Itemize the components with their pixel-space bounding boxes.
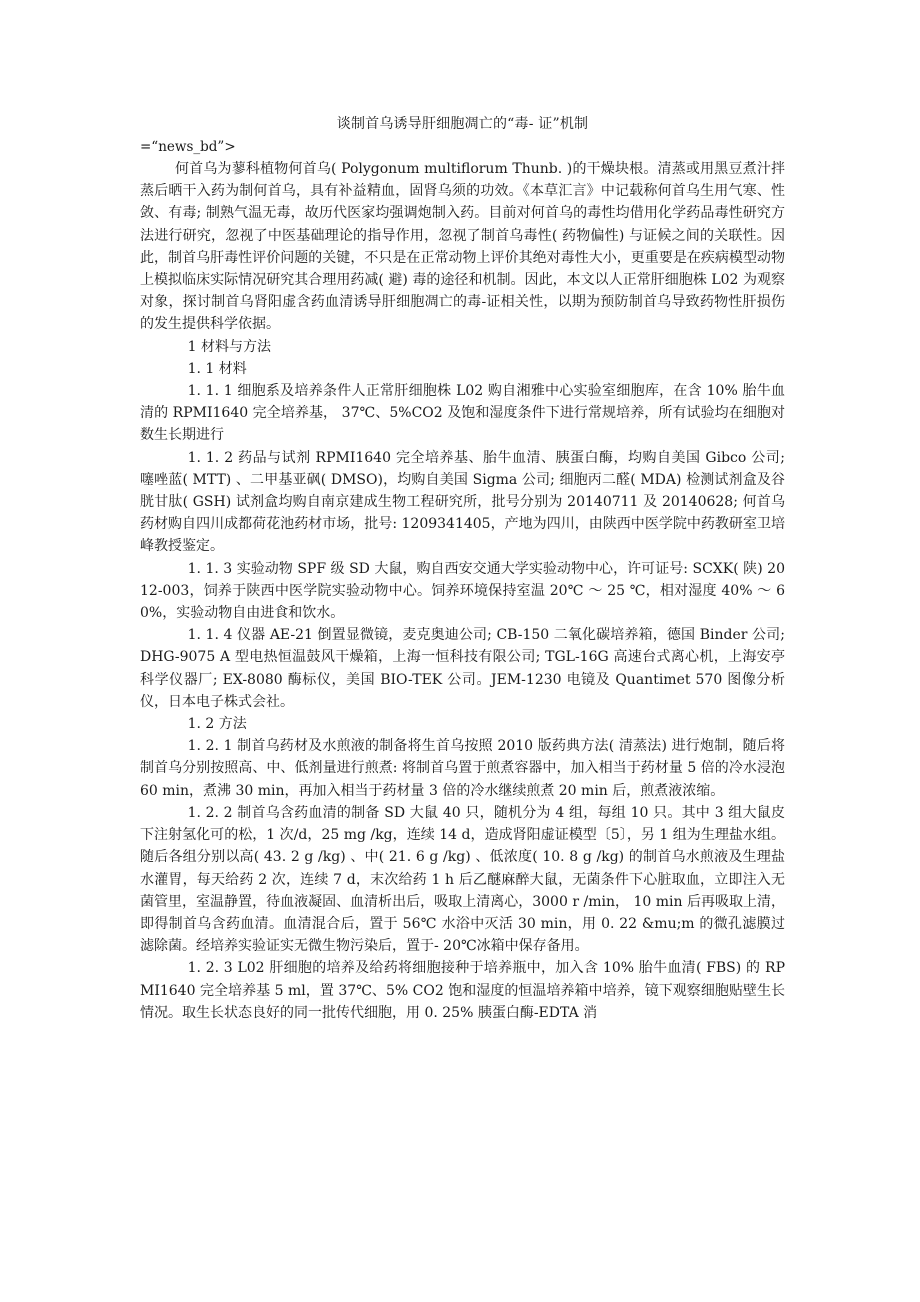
section-heading-materials-methods: 1 材料与方法: [187, 338, 271, 355]
paragraph-decoction-prep: 1. 2. 1 制首乌药材及水煎液的制备将生首乌按照 2010 版药典方法( 清蒸法) 进行炮制，随后将制首乌分别按照高、中、低剂量进行煎煮: 将制首乌置于煎煮容器中，加入相当于药材量 5 倍的冷水浸泡 60 min，煮沸 30 min，再加入相当于药材量 3 倍的冷水继续煎煮 20 min 后，煎煮液浓缩。: [140, 738, 785, 799]
paragraph-animals: 1. 1. 3 实验动物 SPF 级 SD 大鼠，购自西安交通大学实验动物中心，许可证号: SCXK( 陕) 2012-003，饲养于陕西中医学院实验动物中心。饲养环境保持室温 20℃ ～ 25 ℃，相对湿度 40% ～ 60%，实验动物自由进食和饮水。: [140, 560, 785, 622]
paragraph-cell-culture: 1. 2. 3 L02 肝细胞的培养及给药将细胞接种于培养瓶中，加入含 10% 胎牛血清( FBS) 的 RPMI1640 完全培养基 5 ml，置 37℃、5% CO2 饱和湿度的恒温培养箱中培养，镜下观察细胞贴壁生长情况。取生长状态良好的同一批传代细胞，用 0. 25% 胰蛋白酶-EDTA 消: [140, 960, 785, 1021]
paragraph-reagents: 1. 1. 2 药品与试剂 RPMI1640 完全培养基、胎牛血清、胰蛋白酶，均购自美国 Gibco 公司; 噻唑蓝( MTT) 、二甲基亚砜( DMSO)，均购自美国 Sigma 公司; 细胞丙二醛( MDA) 检测试剂盒及谷胱甘肽( GSH) 试剂盒均购自南京建成生物工程研究所，批号分别为 20140711 及 20140628; 何首乌药材购自四川成都荷花池药材市场，批号: 1209341405，产地为四川，由陕西中医学院中药教研室卫培峰教授鉴定。: [140, 449, 785, 555]
paragraph-serum-prep: 1. 2. 2 制首乌含药血清的制备 SD 大鼠 40 只，随机分为 4 组，每组 10 只。其中 3 组大鼠皮下注射氢化可的松，1 次/d，25 mg /kg，连续 14 d，造成肾阳虚证模型〔5〕，另 1 组为生理盐水组。随后各组分别以高( 43. 2 g /kg) 、中( 21. 6 g /kg) 、低浓度( 10. 8 g /kg) 的制首乌水煎液及生理盐水灌胃，每天给药 2 次，连续 7 d，末次给药 1 h 后乙醚麻醉大鼠，无菌条件下心脏取血，立即注入无菌管里，室温静置，待血液凝固、血清析出后，吸取上清离心，3000 r /min， 10 min 后再吸取上清，即得制首乌含药血清。血清混合后，置于 56℃ 水浴中灭活 30 min，用 0. 22 &mu;m 的微孔滤膜过滤除菌。经培养实验证实无微生物污染后，置于- 20℃冰箱中保存备用。: [140, 804, 785, 955]
subsection-heading-methods: 1. 2 方法: [187, 716, 247, 733]
document-page: [140, 112, 785, 1024]
subsection-heading-materials: 1. 1 材料: [187, 360, 247, 377]
document-body: [140, 158, 785, 1024]
markup-fragment: =“news_bd”>: [140, 139, 236, 155]
intro-paragraph: 何首乌为蓼科植物何首乌( Polygonum multiflorum Thunb. )的干燥块根。清蒸或用黑豆煮汁拌蒸后晒干入药为制何首乌，具有补益精血，固肾乌须的功效。《本草汇言》中记载称何首乌生用气寒、性敛、有毒; 制熟气温无毒，故历代医家均强调炮制入药。目前对何首乌的毒性均借用化学药品毒性研究方法进行研究，忽视了中医基础理论的指导作用，忽视了制首乌毒性( 药物偏性) 与证候之间的关联性。因此，制首乌肝毒性评价问题的关键，不只是在正常动物上评价其绝对毒性大小，更重要是在疾病模型动物上模拟临床实际情况研究其合理用药减( 避) 毒的途径和机制。因此，本文以人正常肝细胞株 L02 为观察对象，探讨制首乌肾阳虚含药血清诱导肝细胞凋亡的毒-证相关性，以期为预防制首乌导致药物性肝损伤的发生提供科学依据。: [140, 161, 785, 333]
paragraph-instruments: 1. 1. 4 仪器 AE-21 倒置显微镜，麦克奥迪公司; CB-150 二氧化碳培养箱，德国 Binder 公司; DHG-9075 A 型电热恒温鼓风干燥箱，上海一恒科技有限公司; TGL-16G 高速台式离心机，上海安亭科学仪器厂; EX-8080 酶标仪，美国 BIO-TEK 公司。JEM-1230 电镜及 Quantimet 570 图像分析仪，日本电子株式会社。: [140, 627, 785, 710]
paragraph-cell-line: 1. 1. 1 细胞系及培养条件人正常肝细胞株 L02 购自湘雅中心实验室细胞库，在含 10% 胎牛血清的 RPMI1640 完全培养基， 37℃、5%CO2 及饱和湿度条件下进行常规培养，所有试验均在细胞对数生长期进行: [140, 383, 785, 444]
document-title: 谈制首乌诱导肝细胞凋亡的“毒- 证”机制: [336, 116, 589, 132]
